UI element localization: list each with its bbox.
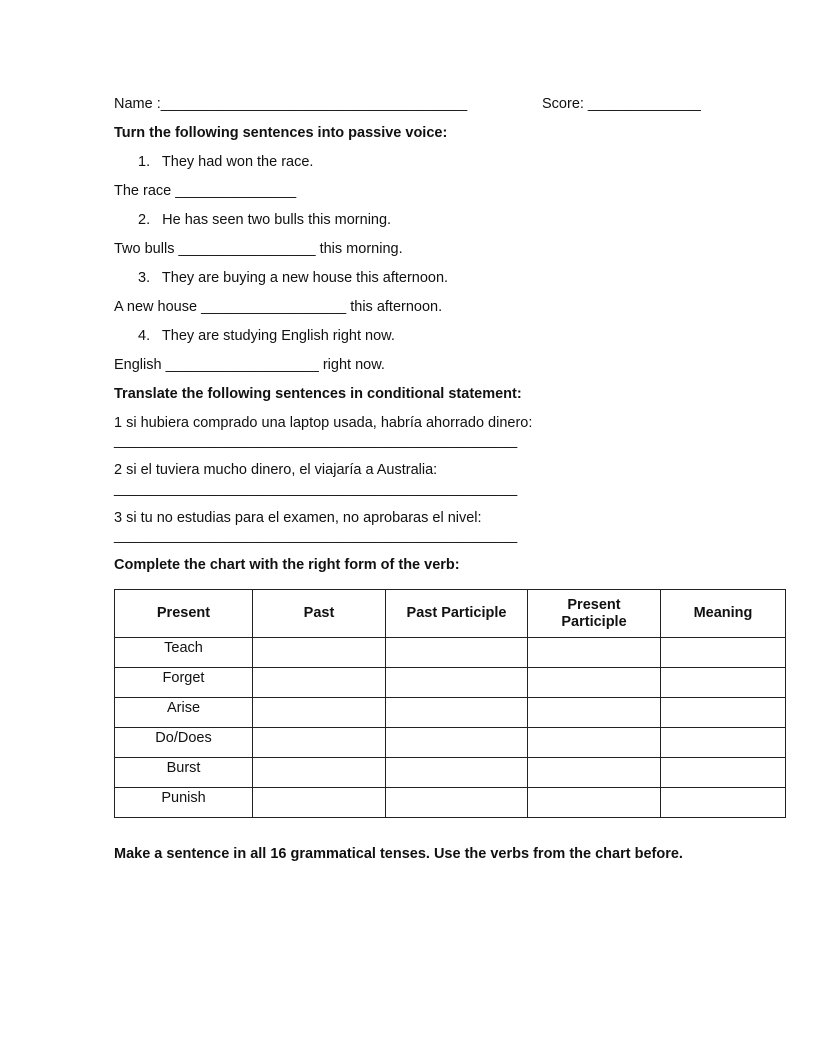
passive-answer-2: Two bulls _________________ this morning.	[114, 241, 403, 257]
present-participle-cell[interactable]	[528, 788, 661, 818]
meaning-cell[interactable]	[661, 698, 786, 728]
conditional-answer-line-1: __________________________________________________	[114, 433, 518, 449]
conditional-prompt-1: 1 si hubiera comprado una laptop usada, habría ahorrado dinero:	[114, 415, 533, 431]
passive-sentence-1: 1. They had won the race.	[138, 154, 314, 170]
meaning-cell[interactable]	[661, 728, 786, 758]
past-cell[interactable]	[253, 638, 386, 668]
past-participle-cell[interactable]	[386, 668, 528, 698]
verb-cell: Burst	[115, 758, 253, 788]
passive-section-title: Turn the following sentences into passive voice:	[114, 125, 448, 141]
passive-sentence-2: 2. He has seen two bulls this morning.	[138, 212, 392, 228]
passive-answer-3: A new house __________________ this afternoon.	[114, 299, 443, 315]
passive-sentence-4: 4. They are studying English right now.	[138, 328, 395, 344]
verb-cell: Do/Does	[115, 728, 253, 758]
table-row	[115, 668, 786, 698]
chart-header-present: Present	[115, 590, 253, 638]
table-row	[115, 638, 786, 668]
chart-section-title: Complete the chart with the right form of the verb:	[114, 557, 460, 573]
past-cell[interactable]	[253, 668, 386, 698]
chart-header-past-participle: Past Participle	[386, 590, 528, 638]
present-participle-cell[interactable]	[528, 638, 661, 668]
meaning-cell[interactable]	[661, 788, 786, 818]
chart-header-present-participle-text: Present Participle	[561, 596, 627, 630]
verb-cell: Arise	[115, 698, 253, 728]
chart-header-row	[115, 590, 786, 638]
present-participle-cell[interactable]	[528, 668, 661, 698]
table-row	[115, 788, 786, 818]
meaning-cell[interactable]	[661, 668, 786, 698]
conditional-prompt-3: 3 si tu no estudias para el examen, no aprobaras el nivel:	[114, 510, 482, 526]
verb-chart	[114, 589, 786, 818]
conditional-answer-line-3: __________________________________________________	[114, 528, 518, 544]
past-cell[interactable]	[253, 758, 386, 788]
verb-cell: Punish	[115, 788, 253, 818]
score-field: Score: ______________	[542, 96, 701, 112]
present-participle-cell[interactable]	[528, 728, 661, 758]
conditional-prompt-2: 2 si el tuviera mucho dinero, el viajaría a Australia:	[114, 462, 438, 478]
past-cell[interactable]	[253, 698, 386, 728]
table-row	[115, 728, 786, 758]
name-field: Name :______________________________________	[114, 96, 468, 112]
past-participle-cell[interactable]	[386, 758, 528, 788]
past-cell[interactable]	[253, 728, 386, 758]
passive-answer-1: The race _______________	[114, 183, 297, 199]
meaning-cell[interactable]	[661, 638, 786, 668]
meaning-cell[interactable]	[661, 758, 786, 788]
past-participle-cell[interactable]	[386, 638, 528, 668]
past-participle-cell[interactable]	[386, 728, 528, 758]
conditional-answer-line-2: __________________________________________________	[114, 481, 518, 497]
conditional-section-title: Translate the following sentences in conditional statement:	[114, 386, 522, 402]
verb-cell: Teach	[115, 638, 253, 668]
chart-header-past: Past	[253, 590, 386, 638]
chart-header-present-participle	[528, 590, 661, 638]
table-row	[115, 698, 786, 728]
past-cell[interactable]	[253, 788, 386, 818]
passive-sentence-3: 3. They are buying a new house this afternoon.	[138, 270, 449, 286]
table-row	[115, 758, 786, 788]
passive-answer-4: English ___________________ right now.	[114, 357, 385, 373]
past-participle-cell[interactable]	[386, 788, 528, 818]
present-participle-cell[interactable]	[528, 698, 661, 728]
past-participle-cell[interactable]	[386, 698, 528, 728]
present-participle-cell[interactable]	[528, 758, 661, 788]
tenses-section-title: Make a sentence in all 16 grammatical tenses. Use the verbs from the chart before.	[114, 846, 683, 862]
chart-header-meaning: Meaning	[661, 590, 786, 638]
verb-cell: Forget	[115, 668, 253, 698]
